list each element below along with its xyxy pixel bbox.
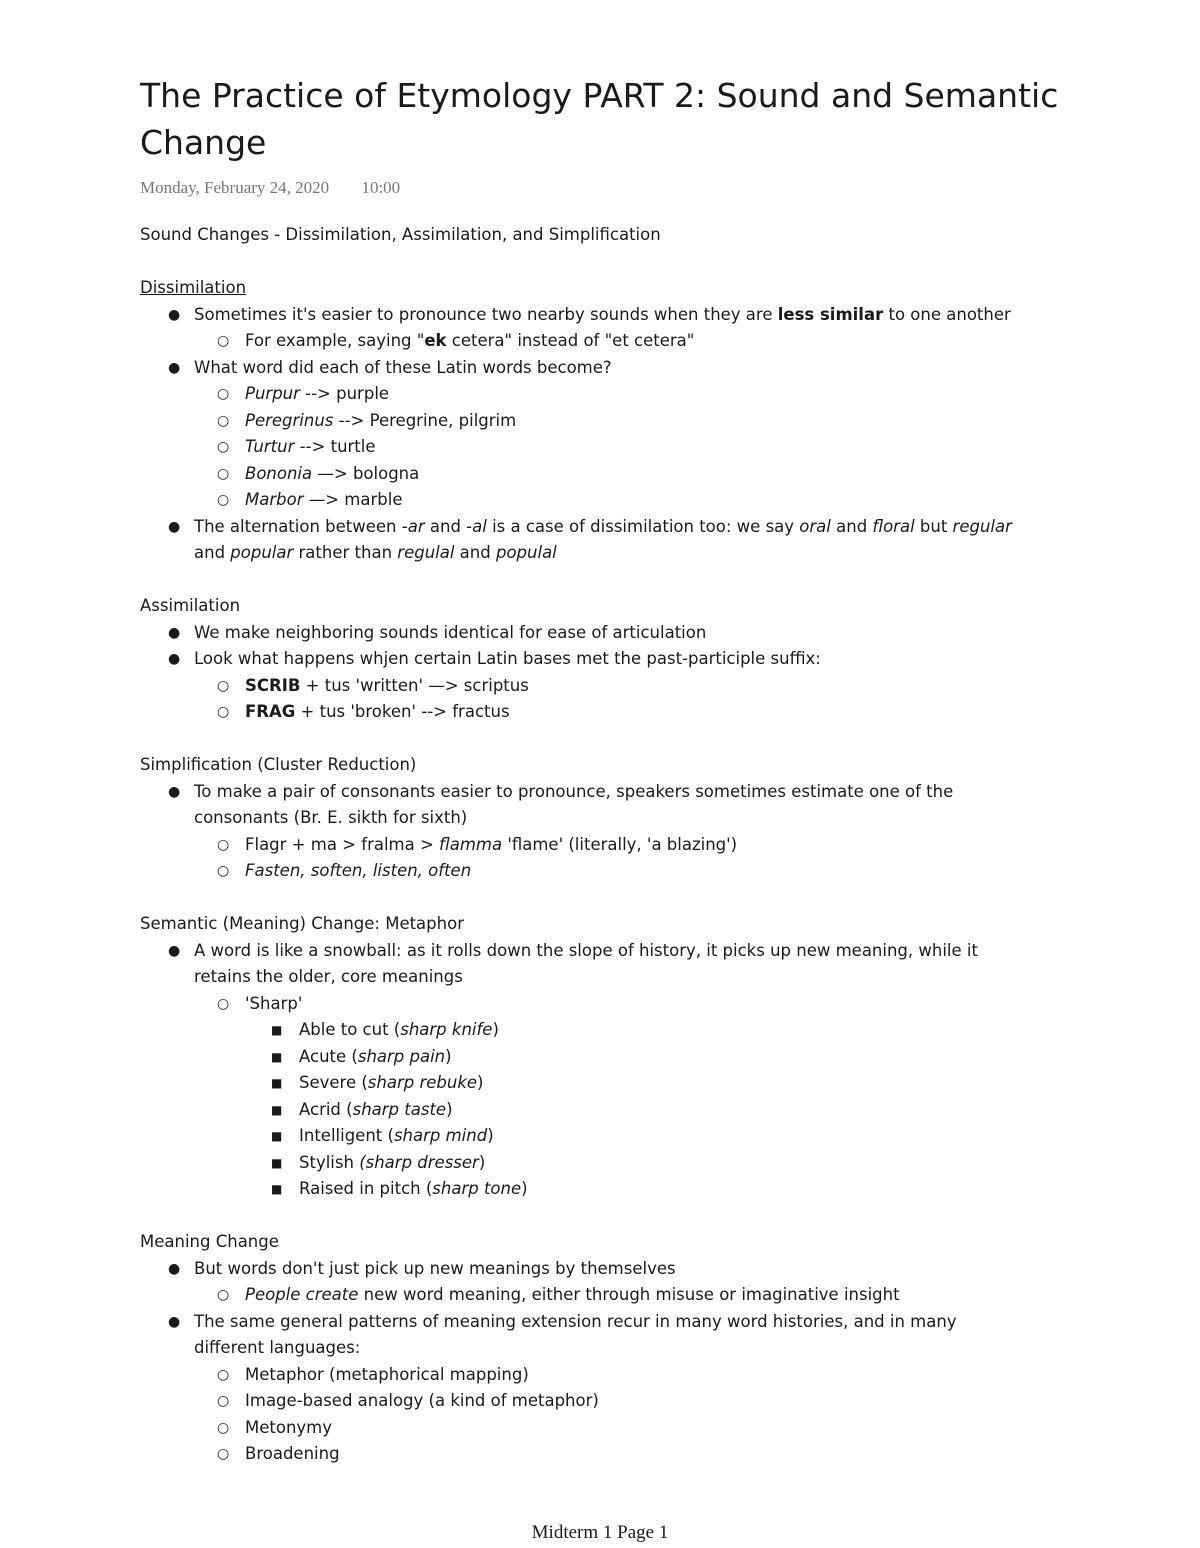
list-item: ○ Broadening [140, 1441, 1100, 1468]
bullet-icon: ● [168, 1313, 181, 1330]
simplification-heading: Simplification (Cluster Reduction) [140, 755, 417, 774]
bullet-icon: ● [168, 359, 181, 376]
circle-bullet-icon: ○ [217, 492, 230, 508]
meaning-change-heading: Meaning Change [140, 1232, 279, 1251]
square-bullet-icon: ■ [271, 1102, 283, 1117]
circle-bullet-icon: ○ [217, 1287, 230, 1303]
list-item-continuation: and popular rather than regulal and populal [194, 543, 557, 562]
list-item: ● To make a pair of consonants easier to pronounce, speakers sometimes estimate one of the [140, 779, 1100, 806]
page-footer: Midterm 1 Page 1 [531, 1522, 669, 1543]
list-item-continuation: consonants (Br. E. sikth for sixth) [194, 808, 468, 827]
square-bullet-icon: ■ [271, 1023, 283, 1037]
list-item: ● What word did each of these Latin words become? [140, 355, 1100, 382]
list-item: ■ Severe (sharp rebuke) [140, 1070, 1100, 1097]
list-item: ● A word is like a snowball: as it rolls down the slope of history, it picks up new meaning, while it [140, 938, 1100, 965]
circle-bullet-icon: ○ [217, 1446, 230, 1462]
list-item: ○ Image-based analogy (a kind of metaphor) [140, 1388, 1100, 1415]
circle-bullet-icon: ○ [217, 704, 230, 720]
list-item: ■ Intelligent (sharp mind) [140, 1123, 1100, 1150]
circle-bullet-icon: ○ [217, 386, 230, 402]
bullet-icon: ● [168, 651, 181, 667]
list-item: ● But words don't just pick up new meanings by themselves [140, 1256, 1100, 1283]
list-item: ● The same general patterns of meaning extension recur in many word histories, and in many [140, 1309, 1100, 1336]
list-item: ○ Turtur --> turtle [140, 434, 1100, 461]
bullet-icon: ● [168, 518, 181, 535]
square-bullet-icon: ■ [271, 1129, 283, 1143]
list-item: ■ Raised in pitch (sharp tone) [140, 1176, 1100, 1203]
list-item: ○ People create new word meaning, either through misuse or imaginative insight [140, 1282, 1100, 1309]
page-date: Monday, February 24, 2020 [140, 178, 330, 197]
list-item: ■ Acute (sharp pain) [140, 1044, 1100, 1071]
list-item: ○ Peregrinus --> Peregrine, pilgrim [140, 408, 1100, 435]
list-item: ○ Bononia —> bologna [140, 461, 1100, 488]
list-item: ○ Metaphor (metaphorical mapping) [140, 1362, 1100, 1389]
circle-bullet-icon: ○ [217, 412, 230, 429]
bullet-icon: ● [168, 624, 181, 641]
list-item: ○ For example, saying "ek cetera" instead of "et cetera" [140, 328, 1100, 355]
title-line-1: The Practice of Etymology PART 2: Sound and Semantic [140, 76, 1059, 115]
circle-bullet-icon: ○ [217, 439, 230, 455]
assimilation-heading: Assimilation [140, 596, 241, 615]
list-item: ○ Metonymy [140, 1415, 1100, 1442]
bullet-icon: ● [168, 1260, 181, 1277]
page-date-time [140, 176, 1100, 200]
list-item: ● Sometimes it's easier to pronounce two nearby sounds when they are less similar to one another [140, 302, 1100, 329]
square-bullet-icon: ■ [271, 1076, 283, 1090]
list-item: ○ FRAG + tus 'broken' --> fractus [140, 699, 1100, 726]
list-item: ● Look what happens whjen certain Latin bases met the past-participle suffix: [140, 646, 1100, 673]
circle-bullet-icon: ○ [217, 465, 230, 482]
list-item: ○ Purpur --> purple [140, 381, 1100, 408]
list-item-continuation: different languages: [194, 1338, 361, 1357]
note-body [140, 222, 1100, 1468]
circle-bullet-icon: ○ [217, 333, 230, 349]
square-bullet-icon: ■ [271, 1182, 283, 1196]
list-item: ● The alternation between -ar and -al is a case of dissimilation too: we say oral and floral but regular [140, 514, 1100, 541]
bullet-icon: ● [168, 942, 181, 959]
list-item-continuation: retains the older, core meanings [194, 967, 463, 986]
dissimilation-heading: Dissimilation [140, 278, 247, 297]
square-bullet-icon: ■ [271, 1049, 283, 1064]
circle-bullet-icon: ○ [217, 1366, 230, 1383]
circle-bullet-icon: ○ [217, 1393, 230, 1409]
circle-bullet-icon: ○ [217, 836, 230, 853]
list-item: ○ 'Sharp' [140, 991, 1100, 1018]
title-line-2: Change [140, 123, 267, 162]
page-time: 10:00 [361, 178, 401, 197]
list-item: ● We make neighboring sounds identical for ease of articulation [140, 620, 1100, 647]
bullet-icon: ● [168, 306, 181, 323]
bullet-icon: ● [168, 783, 181, 800]
list-item: ○ Fasten, soften, listen, often [140, 858, 1100, 885]
circle-bullet-icon: ○ [217, 1419, 230, 1436]
list-item: ■ Able to cut (sharp knife) [140, 1017, 1100, 1044]
list-item: ○ SCRIB + tus 'written' —> scriptus [140, 673, 1100, 700]
list-item: ■ Stylish (sharp dresser) [140, 1150, 1100, 1177]
intro-line: Sound Changes - Dissimilation, Assimilation, and Simplification [140, 225, 661, 244]
list-item: ○ Flagr + ma > fralma > flamma 'flame' (literally, 'a blazing') [140, 832, 1100, 859]
note-page [140, 72, 1100, 1468]
page-title [140, 72, 1100, 166]
square-bullet-icon: ■ [271, 1155, 283, 1170]
circle-bullet-icon: ○ [217, 995, 230, 1012]
list-item: ○ Marbor —> marble [140, 487, 1100, 514]
list-item: ■ Acrid (sharp taste) [140, 1097, 1100, 1124]
circle-bullet-icon: ○ [217, 677, 230, 694]
metaphor-heading: Semantic (Meaning) Change: Metaphor [140, 914, 464, 933]
circle-bullet-icon: ○ [217, 863, 230, 879]
